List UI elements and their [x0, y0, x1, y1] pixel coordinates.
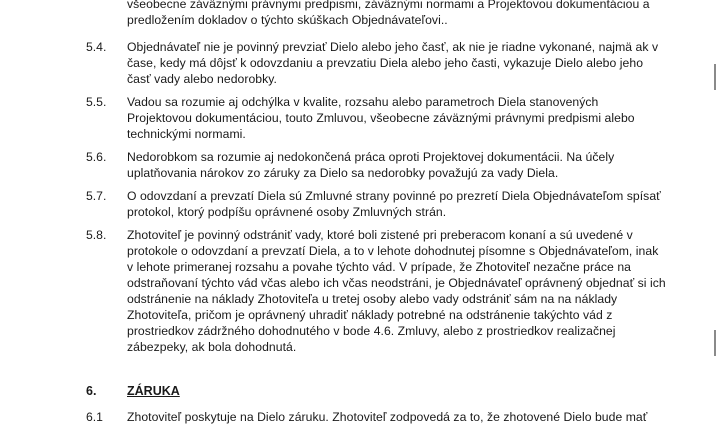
- clause-number: 5.6.: [86, 150, 107, 164]
- section-number: 6.: [86, 384, 97, 398]
- scan-edge-mark: [714, 330, 716, 356]
- clause-line: Objednávateľ nie je povinný prevziať Dielo alebo jeho časť, ak nie je riadne vykonané, najmä ak v: [127, 40, 659, 54]
- clause-number: 5.8.: [86, 228, 107, 242]
- top-partial-line: predložením dokladov o týchto skúškach Objednávateľovi..: [127, 13, 448, 27]
- clause-number: 6.1: [86, 410, 103, 424]
- bottom-partial-line: Zhotoviteľ poskytuje na Dielo záruku. Zhotoviteľ zodpovedá za to, že zhotovené Dielo bude mať: [127, 410, 648, 424]
- clause-line: prostriedkov zádržného dohodnutého v bode 4.6. Zmluvy, alebo z prostriedkov realizačnej: [127, 324, 616, 338]
- clause-number: 5.4.: [86, 40, 107, 54]
- clause-line: uplatňovania nárokov zo záruky za Dielo sa nedorobky považujú za vady Diela.: [127, 166, 559, 180]
- clause-line: Vadou sa rozumie aj odchýlka v kvalite, rozsahu alebo parametroch Diela stanovených: [127, 95, 599, 109]
- clause-line: čase, kedy má dôjsť k odovzdaniu a prevzatiu Diela alebo jeho časti, vykazuje Dielo alebo jeho: [127, 56, 644, 70]
- scan-edge-mark: [714, 64, 716, 90]
- clause-number: 5.5.: [86, 95, 107, 109]
- clause-line: Zhotoviteľa, pričom je oprávnený uhradiť náklady potrebné na odstránenie takýchto vád z: [127, 308, 613, 322]
- clause-number: 5.7.: [86, 189, 107, 203]
- clause-line: odstraňovaní týchto vád včas alebo ich včas neodstráni, je Objednávateľ oprávnený objednať si ich: [127, 276, 666, 290]
- clause-line: protokol, ktorý podpíšu oprávnené osoby Zmluvných strán.: [127, 205, 447, 219]
- clause-line: zábezpeky, ak bola dohodnutá.: [127, 340, 297, 354]
- clause-line: Nedorobkom sa rozumie aj nedokončená práca oproti Projektovej dokumentácii. Na účely: [127, 150, 615, 164]
- clause-line: odstránenie na náklady Zhotoviteľa u tretej osoby alebo vady odstrániť sám na na náklady: [127, 292, 618, 306]
- section-title: ZÁRUKA: [127, 384, 180, 398]
- clause-line: Zhotoviteľ je povinný odstrániť vady, ktoré boli zistené pri preberacom konaní a sú uvedené v: [127, 228, 633, 242]
- clause-line: v lehote primeranej rozsahu a povahe týchto vád. V prípade, že Zhotoviteľ nezačne práce na: [127, 260, 631, 274]
- clause-line: technickými normami.: [127, 127, 246, 141]
- clause-line: Projektovou dokumentáciou, touto Zmluvou, všeobecne záväznými právnymi predpismi alebo: [127, 111, 635, 125]
- clause-line: časť vady alebo nedorobky.: [127, 72, 277, 86]
- clause-line: O odovzdaní a prevzatí Diela sú Zmluvné strany povinné po prezretí Diela Objednávateľom spísať: [127, 189, 661, 203]
- top-partial-line: všeobecne záväznými právnymi predpismi, záväznými normami a Projektovou dokumentáciou a: [127, 0, 650, 11]
- clause-line: protokole o odovzdaní a prevzatí Diela, a to v lehote dohodnutej písomne s Objednávateľom, inak: [127, 244, 659, 258]
